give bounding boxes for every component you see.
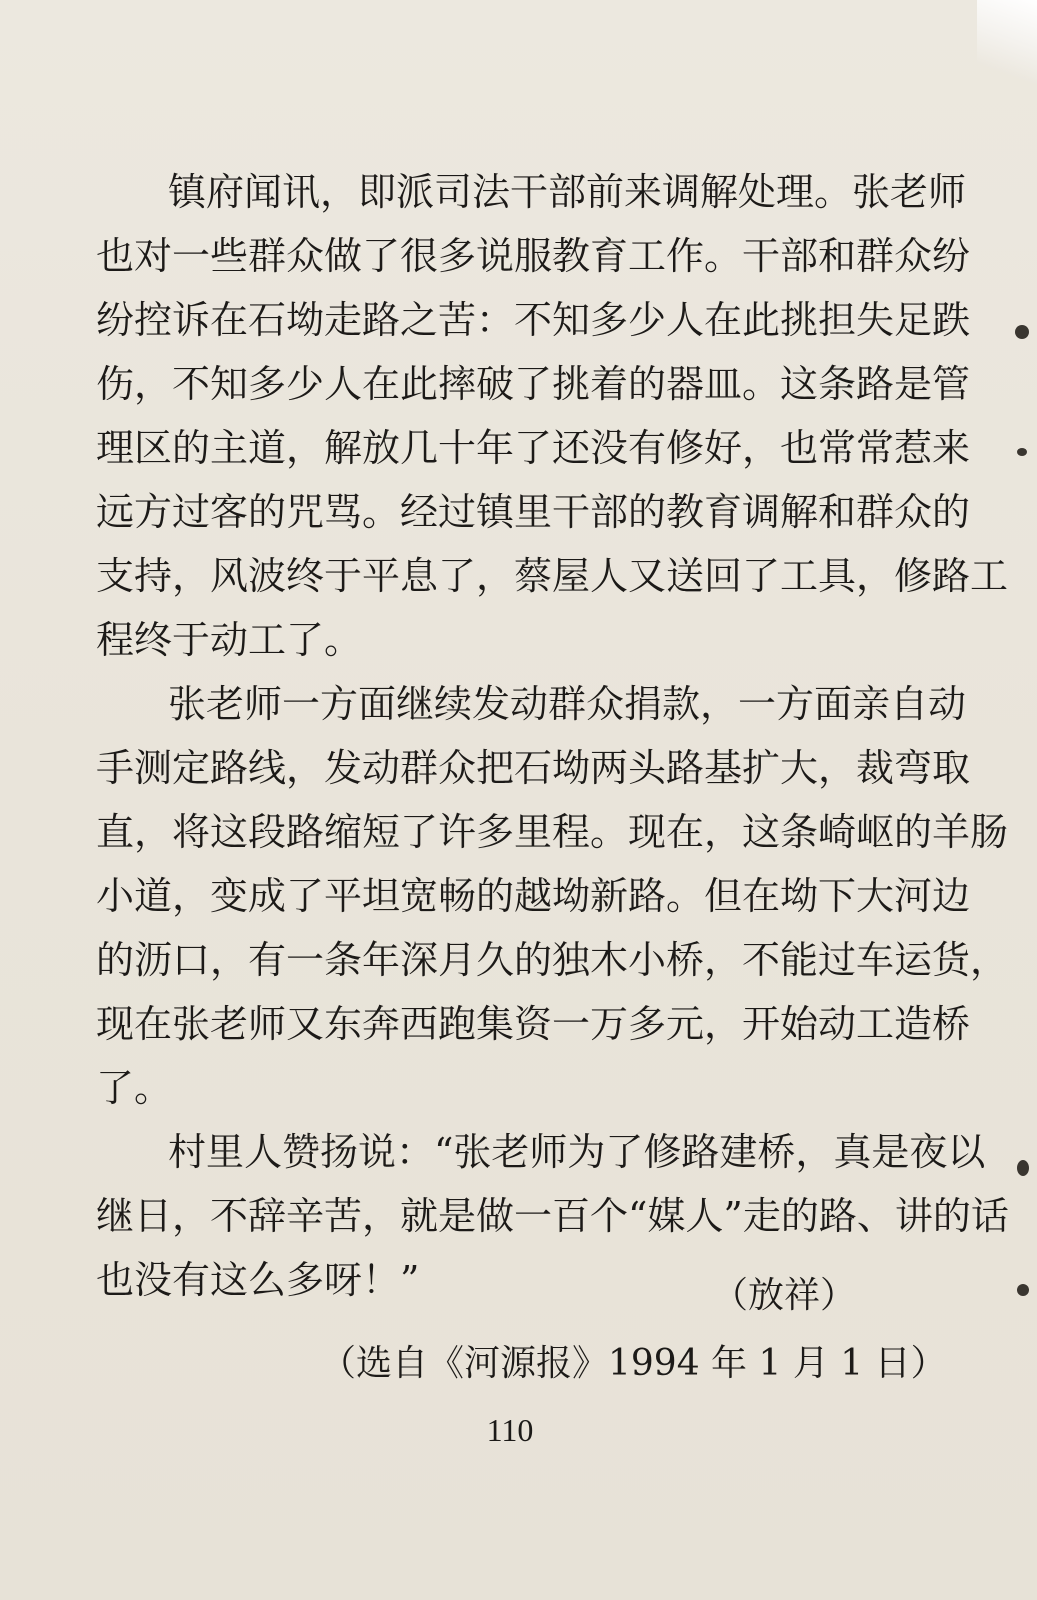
- paragraph-2-line-2: 手测定路线，发动群众把石坳两头路基扩大，裁弯取: [96, 746, 971, 790]
- edge-mark: [1017, 1160, 1029, 1176]
- edge-mark: [1017, 1284, 1029, 1296]
- page-corner-tear: [977, 0, 1037, 120]
- edge-mark: [1015, 325, 1029, 339]
- paragraph-3-line-1: 村里人赞扬说：“张老师为了修路建桥，真是夜以: [168, 1130, 986, 1174]
- paragraph-2-line-4: 小道，变成了平坦宽畅的越坳新路。但在坳下大河边: [96, 874, 971, 918]
- edge-mark: [1017, 448, 1027, 456]
- page-number: 110: [486, 1412, 534, 1448]
- source-citation: （选自《河源报》1994 年 1 月 1 日）: [320, 1343, 947, 1384]
- paragraph-1-line-6: 远方过客的咒骂。经过镇里干部的教育调解和群众的: [96, 490, 971, 534]
- paragraph-3-line-3: 也没有这么多呀！”: [96, 1258, 420, 1302]
- paragraph-1-line-1: 镇府闻讯，即派司法干部前来调解处理。张老师: [168, 170, 967, 214]
- author-byline: （放祥）: [712, 1275, 857, 1316]
- paragraph-3-line-2: 继日，不辞辛苦，就是做一百个“媒人”走的路、讲的话: [96, 1194, 1009, 1238]
- paragraph-2-line-7: 了。: [96, 1066, 173, 1110]
- paragraph-1-line-7: 支持，风波终于平息了，蔡屋人又送回了工具，修路工: [96, 554, 1009, 598]
- paragraph-2-line-5: 的沥口，有一条年深月久的独木小桥，不能过车运货，: [96, 938, 1009, 982]
- paragraph-1-line-5: 理区的主道，解放几十年了还没有修好，也常常惹来: [96, 426, 971, 470]
- paragraph-2-line-6: 现在张老师又东奔西跑集资一万多元，开始动工造桥: [96, 1002, 971, 1046]
- paragraph-2-line-3: 直，将这段路缩短了许多里程。现在，这条崎岖的羊肠: [96, 810, 1009, 854]
- paragraph-1-line-4: 伤，不知多少人在此摔破了挑着的器皿。这条路是管: [96, 362, 971, 406]
- paragraph-1-line-2: 也对一些群众做了很多说服教育工作。干部和群众纷: [96, 234, 971, 278]
- paragraph-2-line-1: 张老师一方面继续发动群众捐款，一方面亲自动: [168, 682, 967, 726]
- paragraph-1-line-8: 程终于动工了。: [96, 618, 363, 662]
- paragraph-1-line-3: 纷控诉在石坳走路之苦：不知多少人在此挑担失足跌: [96, 298, 971, 342]
